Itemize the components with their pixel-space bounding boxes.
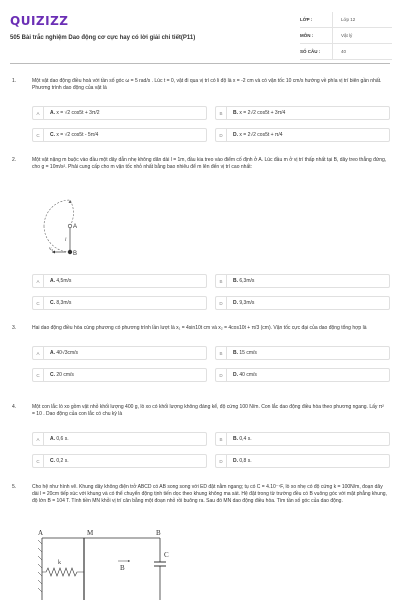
- option-label: D.: [233, 372, 238, 378]
- meta-value: Vật lý: [332, 28, 392, 43]
- option-label: B.: [233, 436, 238, 442]
- option-label: C.: [50, 372, 55, 378]
- option-letter: A: [33, 275, 44, 287]
- label-b: B: [156, 529, 161, 537]
- meta-key: LỚP :: [300, 17, 313, 22]
- option-label: C.: [50, 132, 55, 138]
- pendulum-figure: [32, 190, 92, 264]
- option-label: C.: [50, 300, 55, 306]
- option-value: 20 cm/s: [56, 372, 74, 378]
- document-title: 505 Bài trắc nghiệm Dao động cơ cực hay có lời giải chi tiết(P11): [10, 35, 196, 41]
- option-letter: A: [33, 347, 44, 359]
- option-letter: B: [216, 347, 227, 359]
- option-value: 6,3m/s: [239, 278, 255, 284]
- option-value: x = 2√2 cos5t + 3π/4: [239, 110, 286, 116]
- option-value: 0,6 s.: [56, 436, 69, 442]
- option-value: 0,8 s.: [239, 458, 252, 464]
- option-label: D.: [233, 132, 238, 138]
- question-number: 1.: [12, 78, 17, 84]
- option-value: x = 2√2 cos5t + π/4: [239, 132, 283, 138]
- option-label: A.: [50, 350, 55, 356]
- label-c: C: [164, 551, 169, 559]
- option-b[interactable]: [215, 106, 390, 120]
- option-value: x = √2 cos5t - 5π/4: [56, 132, 99, 138]
- option-letter: D: [216, 297, 227, 309]
- option-b[interactable]: [215, 346, 390, 360]
- option-letter: C: [33, 455, 44, 467]
- option-value: 0,2 s.: [56, 458, 69, 464]
- option-value: 15 cm/s: [239, 350, 257, 356]
- meta-value: Lớp 12: [332, 12, 392, 27]
- label-l: l: [65, 238, 67, 243]
- option-label: A.: [50, 436, 55, 442]
- option-c[interactable]: [32, 296, 207, 310]
- option-value: 0,4 s.: [239, 436, 252, 442]
- option-value: 4,5m/s: [56, 278, 72, 284]
- option-d[interactable]: [215, 368, 390, 382]
- question-number: 3.: [12, 325, 17, 331]
- option-label: C.: [50, 458, 55, 464]
- question-text: Một con lắc lò xo gồm vật nhỏ khối lượng 400 g, lò xo có khối lượng không đáng kể, độ cứng 100 N/m. Con lắc dao động điều hòa theo phương ngang. Lấy π² = 10 . Dao động của con lắc có chu kỳ là: [32, 404, 384, 417]
- option-c[interactable]: [32, 454, 207, 468]
- option-label: B.: [233, 350, 238, 356]
- option-a[interactable]: [32, 346, 207, 360]
- question-text: Cho hệ như hình vẽ. Khung dây không điện trở ABCD có AB song song với ED đặt nằm ngang; tụ có C = 4.10⁻⁷F, lò xo nhẹ có độ cứng k = 100N/m, đoạn dây dài l = 20cm tiếp xúc với khung và có thể chuyển động tịnh tiến dọc theo khung không ma sát. Hệ đặt trong từ trường đều có B vuông góc với mặt phẳng khung, độ lớn B = 104 T. Tính tiền MN khỏi vị trí cân bằng một đoạn nhỏ rồi buông ra. Sau đó MN dao động điều hòa. Tìm tần số góc của dao động.: [32, 484, 387, 504]
- label-k: k: [58, 560, 61, 566]
- option-label: A.: [50, 110, 55, 116]
- meta-value: 40: [332, 44, 392, 59]
- option-value: 40√3cm/s: [56, 350, 79, 356]
- option-d[interactable]: [215, 296, 390, 310]
- option-letter: A: [33, 107, 44, 119]
- option-c[interactable]: [32, 368, 207, 382]
- option-label: D.: [233, 458, 238, 464]
- option-a[interactable]: [32, 274, 207, 288]
- label-v0: v₀: [49, 247, 54, 252]
- option-a[interactable]: [32, 432, 207, 446]
- meta-row-subject: [300, 28, 392, 44]
- question-number: 4.: [12, 404, 17, 410]
- option-letter: B: [216, 107, 227, 119]
- option-letter: B: [216, 433, 227, 445]
- header-divider: [10, 63, 390, 64]
- option-letter: D: [216, 369, 227, 381]
- option-b[interactable]: [215, 274, 390, 288]
- option-value: 40 cm/s: [239, 372, 257, 378]
- option-letter: C: [33, 129, 44, 141]
- meta-table: [300, 12, 392, 60]
- option-letter: C: [33, 297, 44, 309]
- option-label: B.: [233, 278, 238, 284]
- question-number: 5.: [12, 484, 17, 490]
- option-d[interactable]: [215, 128, 390, 142]
- option-letter: C: [33, 369, 44, 381]
- circuit-figure: [32, 526, 172, 600]
- question-text: Một vật dao động điều hoà với tần số góc ω = 5 rad/s . Lúc t = 0, vật đi qua vị trí có li độ là x = -2 cm và có vận tốc 10 cm/s hướng về phía vị trí biên gần nhất. Phương trình dao động của vật là: [32, 78, 382, 91]
- quizizz-logo: QUIZIZZ: [10, 14, 69, 28]
- label-b-vector: B: [120, 564, 125, 572]
- option-value: 8,3m/s: [56, 300, 72, 306]
- option-value: 9,3m/s: [239, 300, 255, 306]
- label-b: B: [73, 251, 78, 257]
- option-value: x = √2 cos5t + 3π/2: [56, 110, 100, 116]
- label-a: A: [73, 224, 78, 230]
- option-letter: D: [216, 129, 227, 141]
- option-a[interactable]: [32, 106, 207, 120]
- option-letter: B: [216, 275, 227, 287]
- label-m: M: [87, 529, 94, 537]
- option-letter: A: [33, 433, 44, 445]
- option-b[interactable]: [215, 432, 390, 446]
- meta-key: MÔN :: [300, 33, 314, 38]
- meta-key: SỐ CÂU :: [300, 49, 321, 54]
- question-number: 2.: [12, 157, 17, 163]
- label-a: A: [38, 529, 44, 537]
- question-text: Một vật nặng m buộc vào đầu một dây dẫn nhẹ không dãn dài l = 1m, đầu kia treo vào điểm cố định ở A. Lúc đầu m ở vị trí thấp nhất tại B, dây treo thẳng đứng, cho g = 10m/s². Phải cung cấp cho m vận tốc nhỏ nhất bằng bao nhiêu để m lên đến vị trí cao nhất:: [32, 157, 387, 170]
- option-d[interactable]: [215, 454, 390, 468]
- option-label: D.: [233, 300, 238, 306]
- option-letter: D: [216, 455, 227, 467]
- option-c[interactable]: [32, 128, 207, 142]
- meta-row-class: [300, 12, 392, 28]
- option-label: A.: [50, 278, 55, 284]
- meta-row-count: [300, 44, 392, 60]
- option-label: B.: [233, 110, 238, 116]
- question-text: Hai dao động điều hòa cùng phương có phương trình lần lượt là x₁ = 4sin10t cm và x₂ = 4cos10t + π/3 (cm). Vận tốc cực đại của dao động tổng hợp là: [32, 325, 367, 331]
